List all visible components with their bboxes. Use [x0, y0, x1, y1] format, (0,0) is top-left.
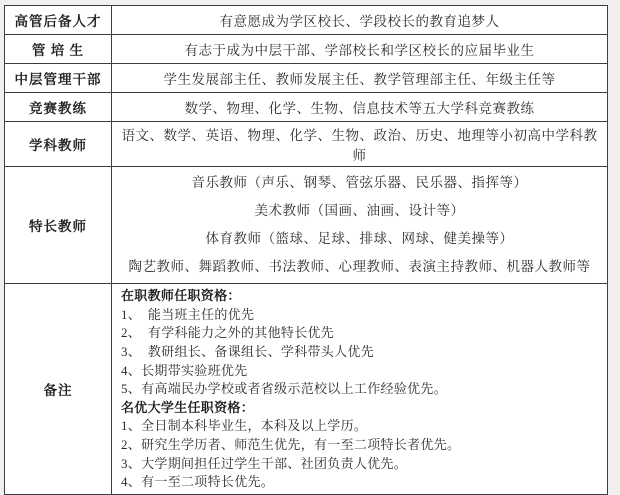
content-line: 数学、物理、化学、生物、信息技术等五大学科竞赛教练 [184, 101, 535, 116]
content-line: 有志于成为中层干部、学部校长和学区校长的应届毕业生 [184, 43, 535, 58]
row-content-competition-coach [112, 93, 608, 122]
content-line: 语文、数学、英语、物理、化学、生物、政治、历史、地理等小初高中学科教师 [121, 128, 598, 163]
notes-heading-graduates: 名优大学生任职资格： [121, 399, 255, 415]
row-label-middle-management: 中层管理干部 [5, 64, 112, 93]
table-row-executive-reserve [5, 6, 608, 35]
notes-item: 4、长期带实验班优先 [121, 362, 248, 378]
row-label-management-trainee: 管 培 生 [5, 35, 112, 64]
content-line: 有意愿成为学区校长、学段校长的教育追梦人 [219, 14, 500, 29]
row-label-notes: 备注 [5, 284, 112, 495]
table-row-middle-management [5, 64, 608, 93]
recruitment-table [4, 5, 608, 495]
content-line-pe-teacher: 体育教师（篮球、足球、排球、网球、健美操等） [205, 231, 514, 246]
content-line: 学生发展部主任、教师发展主任、教学管理部主任、年级主任等 [163, 72, 556, 87]
row-content-specialty-teacher [112, 167, 608, 284]
row-label-competition-coach: 竞赛教练 [5, 93, 112, 122]
notes-item: 5、有高端民办学校或者省级示范校以上工作经验优先。 [121, 381, 448, 397]
notes-item: 2、 有学科能力之外的其他特长优先 [121, 325, 335, 341]
notes-item: 1、 能当班主任的优先 [121, 306, 255, 322]
notes-item: 4、有一至二项特长优先。 [121, 474, 275, 490]
table-row-competition-coach [5, 93, 608, 122]
content-line-other-teachers: 陶艺教师、舞蹈教师、书法教师、心理教师、表演主持教师、机器人教师等 [128, 259, 591, 274]
table-row-notes [5, 284, 608, 495]
row-content-management-trainee [112, 35, 608, 64]
row-label-executive-reserve: 高管后备人才 [5, 6, 112, 35]
row-label-subject-teacher: 学科教师 [5, 122, 112, 167]
notes-item: 1、全日制本科毕业生，本科及以上学历。 [121, 418, 368, 434]
row-content-notes [112, 284, 608, 495]
table-row-management-trainee [5, 35, 608, 64]
recruitment-table-container [4, 5, 608, 495]
table-row-specialty-teacher [5, 167, 608, 284]
table-row-subject-teacher [5, 122, 608, 167]
row-content-middle-management [112, 64, 608, 93]
notes-item: 2、研究生学历者、师范生优先，有一至二项特长者优先。 [121, 436, 461, 452]
notes-heading-inservice: 在职教师任职资格： [121, 288, 241, 304]
row-content-executive-reserve [112, 6, 608, 35]
notes-item: 3、 教研组长、备课组长、学科带头人优先 [121, 344, 375, 360]
content-line-art-teacher: 美术教师（国画、油画、设计等） [254, 203, 465, 218]
row-label-specialty-teacher: 特长教师 [5, 167, 112, 284]
content-line-music-teacher: 音乐教师（声乐、钢琴、管弦乐器、民乐器、指挥等） [191, 175, 528, 190]
notes-item: 3、大学期间担任过学生干部、社团负责人优先。 [121, 455, 408, 471]
row-content-subject-teacher [112, 122, 608, 167]
